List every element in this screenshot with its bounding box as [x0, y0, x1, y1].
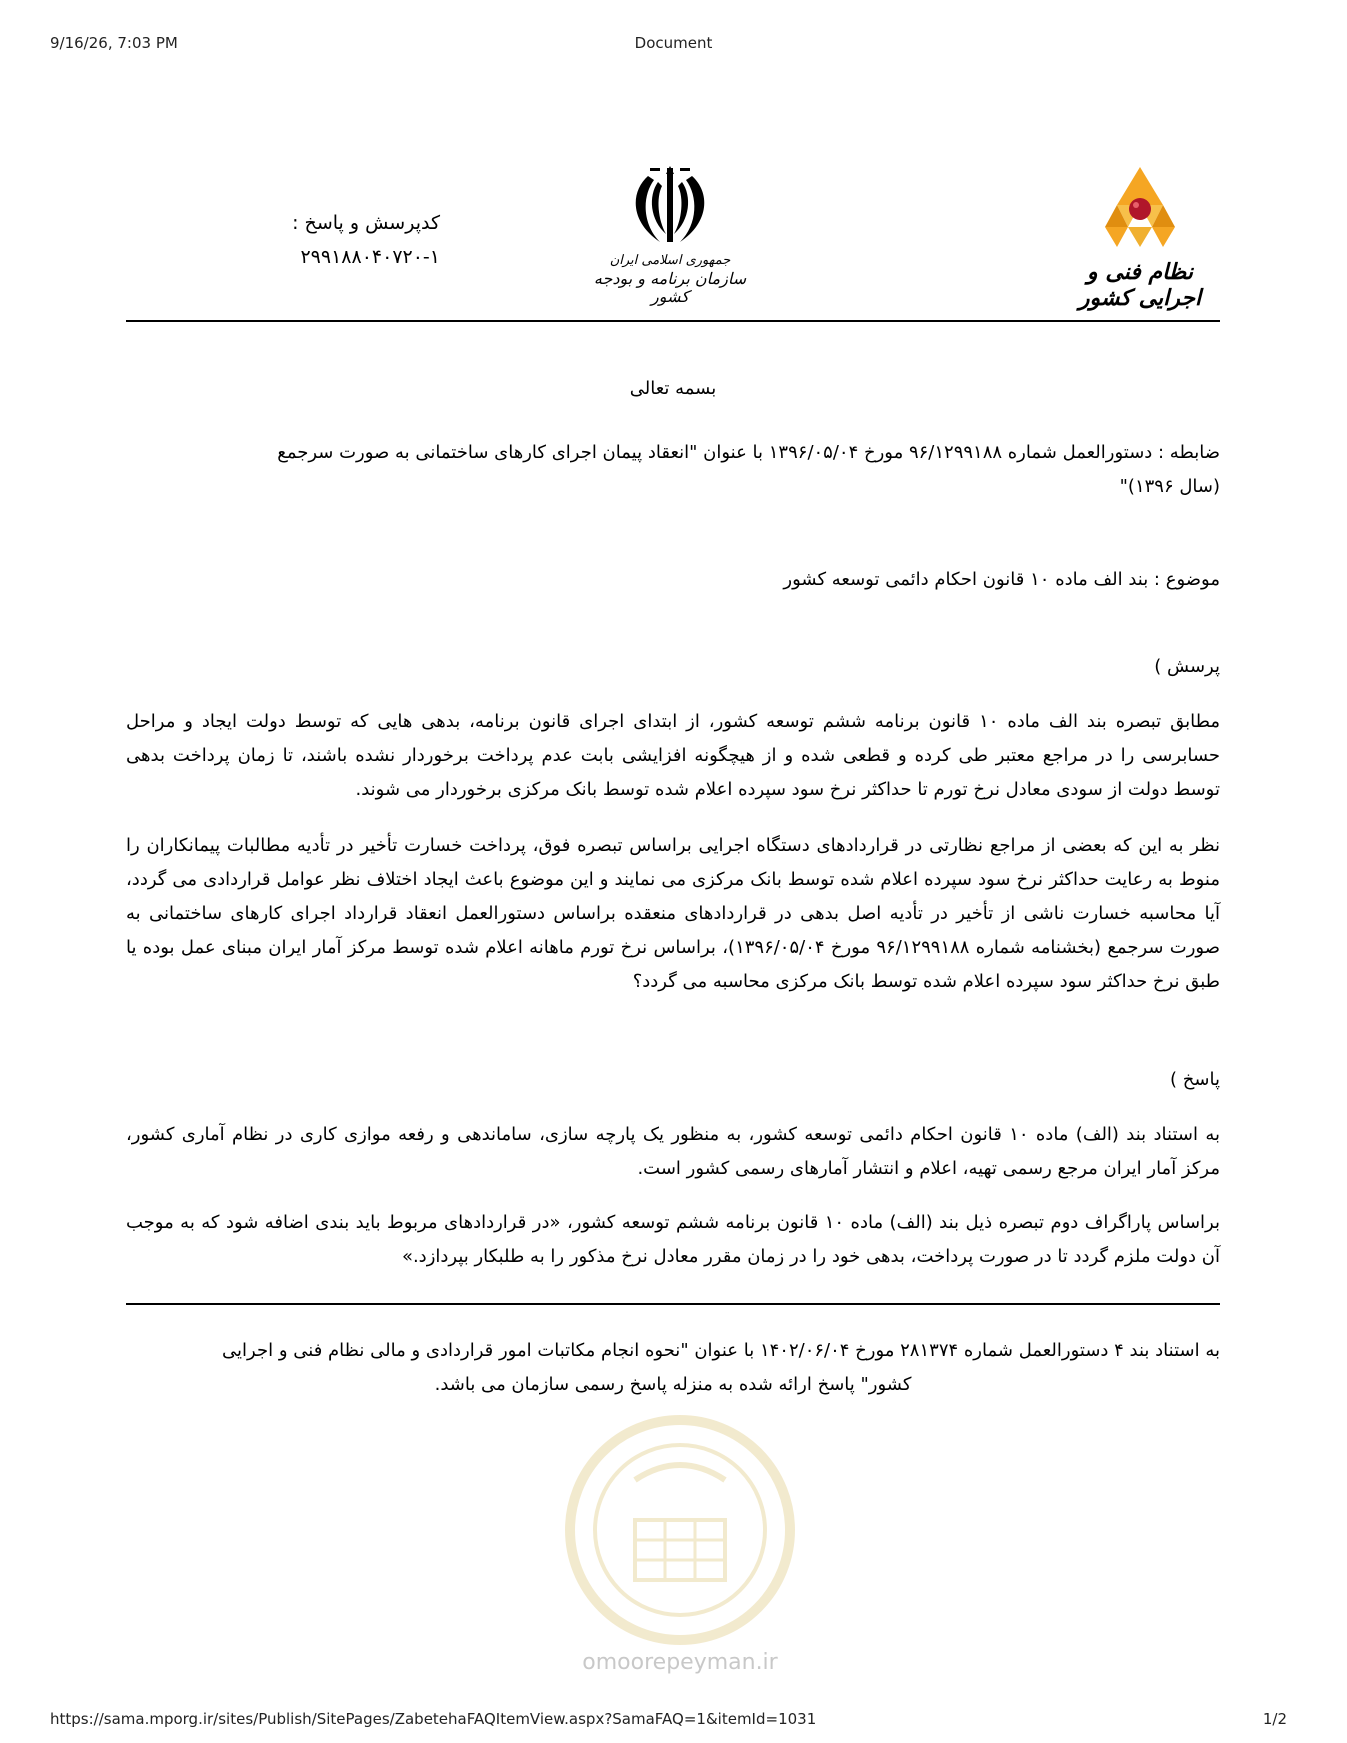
letterhead — [0, 150, 1347, 320]
footnote-divider — [126, 1303, 1220, 1305]
footnote — [126, 1334, 1220, 1402]
watermark-site: omoorepeyman.ir — [582, 1650, 778, 1675]
regulation-line2: (سال ۱۳۹۶)" — [1119, 476, 1220, 497]
print-url: https://sama.mporg.ir/sites/Publish/SitePages/ZabetehaFAQItemView.aspx?SamaFAQ=1&itemId=1031 — [50, 1710, 817, 1728]
watermark-seal-icon — [540, 1400, 820, 1660]
print-footer — [0, 1710, 1347, 1734]
logo-text: نظام فنی و اجرایی کشور — [1078, 259, 1202, 311]
print-document-title: Document — [634, 34, 713, 52]
iran-emblem — [590, 162, 750, 312]
qa-code-block — [200, 206, 440, 274]
subject-line: موضوع : بند الف ماده ۱۰ قانون احکام دائمی توسعه کشور — [783, 569, 1220, 590]
question-paragraph-2 — [126, 829, 1220, 999]
page-number: 1/2 — [1262, 1710, 1287, 1728]
qa-code-label: کدپرسش و پاسخ : — [292, 212, 440, 234]
iran-emblem-icon — [620, 162, 720, 252]
question-paragraph-1 — [126, 705, 1220, 807]
answer-heading: پاسخ ) — [1170, 1069, 1220, 1090]
answer-paragraph-2 — [126, 1206, 1220, 1274]
qa-code-value: ۲۹۹۱۸۸۰۴۰۷۲۰-۱ — [300, 246, 440, 268]
footnote-line2: کشور" پاسخ ارائه شده به منزله پاسخ رسمی سازمان می باشد. — [434, 1374, 912, 1395]
answer-paragraph-1 — [126, 1118, 1220, 1186]
emblem-caption-line1: جمهوری اسلامی ایران — [609, 253, 731, 268]
nezam-fanni-logo — [1060, 165, 1220, 315]
invocation: بسمه تعالی — [629, 378, 717, 399]
nezam-fanni-logo-icon — [1085, 165, 1195, 255]
question-paragraph-2-text: نظر به این که بعضی از مراجع نظارتی در قراردادهای دستگاه اجرایی براساس تبصره فوق، پرداخت خسارت تأخیر در تأدیه مطالبات پیمانکاران را منوط به رعایت حداکثر نرخ سود سپرده اعلام شده توسط بانک مرکزی می نمایند و این موضوع باعث ایجاد اختلاف نظر عوامل قراردادی می گردد، آیا محاسبه خسارت ناشی از تأخیر در تأدیه اصل بدهی در قراردادهای منعقده براساس دستورالعمل انعقاد قرارداد اجرای کارهای ساختمانی به صورت سرجمع (بخشنامه شماره ۹۶/۱۲۹۹۱۸۸ مورخ ۱۳۹۶/۰۵/۰۴)، براساس نرخ تورم ماهانه اعلام شده توسط مرکز آمار ایران مبنای عمل بوده یا طبق نرخ حداکثر سود سپرده اعلام شده توسط بانک مرکزی محاسبه می گردد؟ — [126, 835, 1220, 992]
question-heading: پرسش ) — [1154, 656, 1220, 677]
question-paragraph-1-text: مطابق تبصره بند الف ماده ۱۰ قانون برنامه ششم توسعه کشور، از ابتدای اجرای قانون برنامه، بدهی هایی که توسط دولت ایجاد و مراحل حسابرسی را در مراجع معتبر طی کرده و قطعی شده و از هیچگونه افزایشی بابت عدم پرداخت برخوردار نشده باشند، تا زمان پرداخت بدهی توسط دولت از سودی معادل نرخ تورم تا حداکثر نرخ سود سپرده اعلام شده توسط بانک مرکزی برخوردار می شوند. — [126, 711, 1220, 800]
regulation-line1: ضابطه : دستورالعمل شماره ۹۶/۱۲۹۹۱۸۸ مورخ ۱۳۹۶/۰۵/۰۴ با عنوان "انعقاد پیمان اجرای کارهای ساختمانی به صورت سرجمع — [277, 442, 1220, 463]
print-datetime: 9/16/26, 7:03 PM — [50, 34, 178, 52]
emblem-caption-line2: سازمان برنامه و بودجه کشور — [593, 269, 747, 306]
print-header — [0, 34, 1347, 58]
answer-paragraph-1-text: به استناد بند (الف) ماده ۱۰ قانون احکام دائمی توسعه کشور، به منظور یک پارچه سازی، ساماندهی و رفعه موازی کاری در نظام آماری کشور، مرکز آمار ایران مرجع رسمی تهیه، اعلام و انتشار آمارهای رسمی کشور است. — [126, 1124, 1220, 1179]
answer-paragraph-2-text: براساس پاراگراف دوم تبصره ذیل بند (الف) ماده ۱۰ قانون برنامه ششم توسعه کشور، «در قراردادهای مربوط باید بندی اضافه شود که به موجب آن دولت ملزم گردد تا در صورت پرداخت، بدهی خود را در زمان مقرر معادل نرخ مذکور را به طلبکار بپردازد.» — [126, 1212, 1220, 1267]
header-divider — [126, 320, 1220, 322]
regulation-reference — [126, 436, 1220, 504]
footnote-line1: به استناد بند ۴ دستورالعمل شماره ۲۸۱۳۷۴ مورخ ۱۴۰۲/۰۶/۰۴ با عنوان "نحوه انجام مکاتبات امور قراردادی و مالی نظام فنی و اجرایی — [222, 1340, 1220, 1361]
